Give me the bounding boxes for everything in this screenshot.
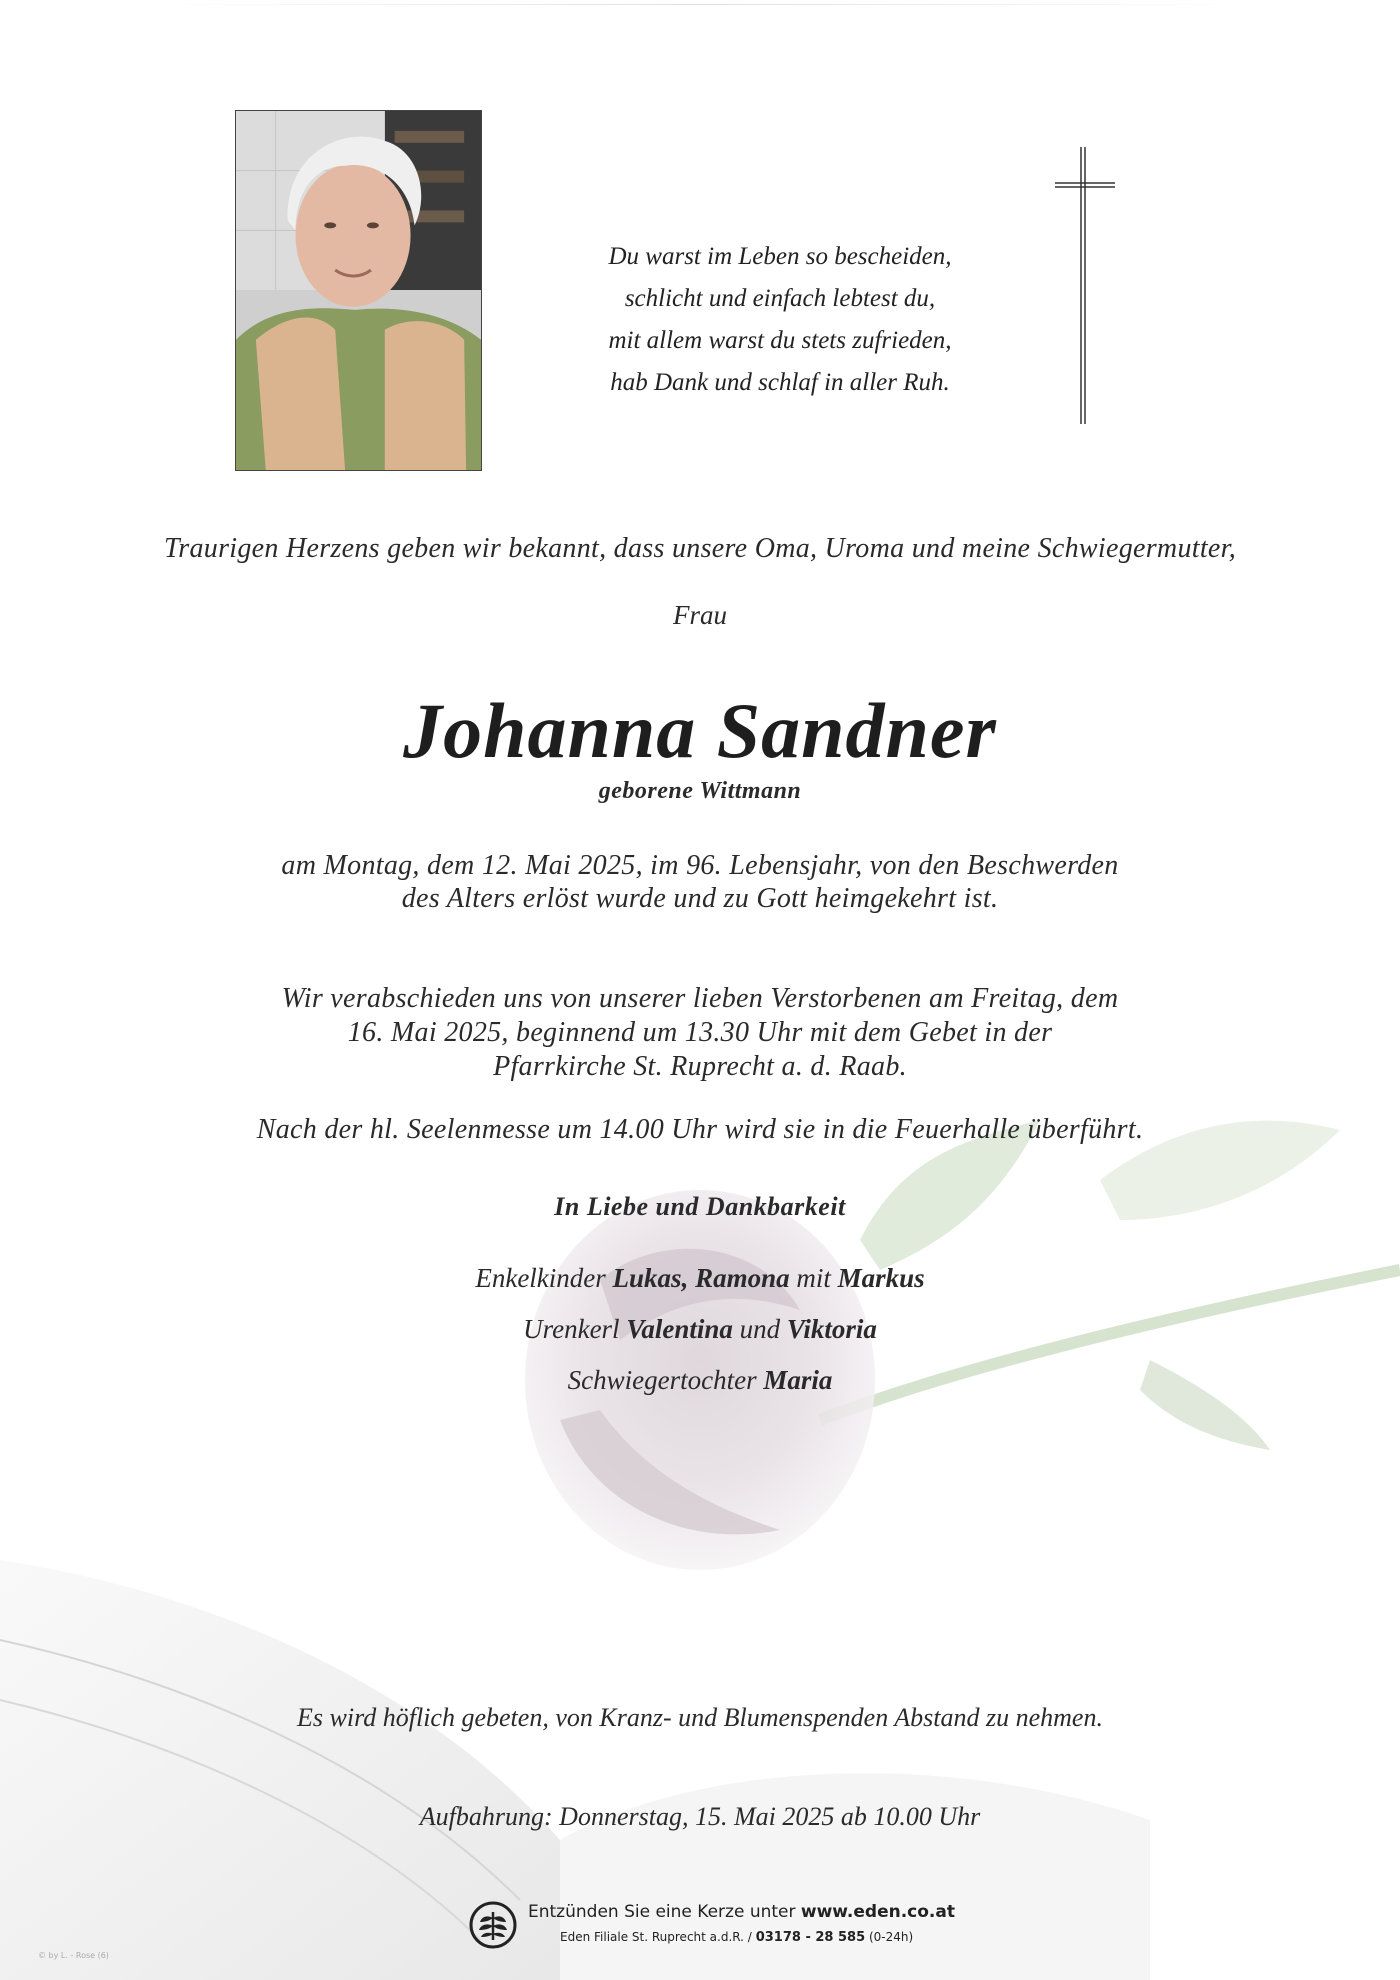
farewell-details [0, 982, 1400, 1084]
daughter-in-law-line [0, 1355, 1400, 1406]
cross-icon [1050, 147, 1120, 424]
death-announcement [0, 849, 1400, 915]
top-divider [140, 4, 1260, 5]
branch-line [560, 1930, 913, 1945]
flower-request: Es wird höflich gebeten, von Kranz- und Blumenspenden Abstand zu nehmen. [297, 1703, 1103, 1732]
great-grandchildren-line [0, 1304, 1400, 1355]
great-grandchild-name: Viktoria [786, 1314, 877, 1344]
deceased-name: Johanna Sandner [403, 687, 997, 774]
farewell-line: Pfarrkirche St. Ruprecht a. d. Raab. [493, 1051, 907, 1082]
rose-book-background [0, 1120, 1400, 1980]
mourners-list [0, 1253, 1400, 1406]
phone-hours: (0-24h) [868, 1930, 914, 1944]
grandchildren-with: mit [796, 1263, 831, 1293]
great-grandchildren-label: Urenkerl [523, 1314, 620, 1344]
maiden-name: geborene Wittmann [598, 778, 802, 804]
grandchildren-partner: Markus [837, 1263, 925, 1293]
transfer-note: Nach der hl. Seelenmesse um 14.00 Uhr wird sie in die Feuerhalle überführt. [256, 1114, 1144, 1145]
salutation: Frau [673, 600, 727, 630]
candle-line [528, 1902, 955, 1922]
daughter-in-law-label: Schwiegertochter [567, 1365, 757, 1395]
poem-line: Du warst im Leben so bescheiden, [608, 243, 952, 270]
grandchildren-names: Lukas, Ramona [612, 1263, 790, 1293]
great-grandchildren-and: und [739, 1314, 781, 1344]
website-link[interactable]: www.eden.co.at [800, 1902, 955, 1922]
poem-line: schlicht und einfach lebtest du, [624, 285, 936, 312]
branch-name: Eden Filiale St. Ruprecht a.d.R. / [560, 1930, 752, 1944]
poem-line: hab Dank und schlaf in aller Ruh. [610, 369, 950, 396]
farewell-line: Wir verabschieden uns von unserer lieben Verstorbenen am Freitag, dem [281, 983, 1119, 1014]
grandchildren-line [0, 1253, 1400, 1304]
image-copyright: © by L. - Rose (6) [38, 1951, 109, 1960]
poem-line: mit allem warst du stets zufrieden, [608, 327, 952, 354]
memorial-poem [560, 236, 1000, 404]
death-line: des Alters erlöst wurde und zu Gott heimgekehrt ist. [401, 883, 999, 914]
eden-logo-icon [468, 1900, 518, 1950]
death-line: am Montag, dem 12. Mai 2025, im 96. Lebensjahr, von den Beschwerden [281, 850, 1119, 881]
candle-text: Entzünden Sie eine Kerze unter [528, 1902, 796, 1922]
portrait-photo [235, 110, 482, 471]
funeral-home-footer [468, 1898, 988, 1958]
farewell-line: 16. Mai 2025, beginnend um 13.30 Uhr mit dem Gebet in der [347, 1017, 1053, 1048]
grandchildren-label: Enkelkinder [475, 1263, 606, 1293]
great-grandchild-name: Valentina [626, 1314, 733, 1344]
mourners-heading: In Liebe und Dankbarkeit [554, 1192, 846, 1221]
viewing-info: Aufbahrung: Donnerstag, 15. Mai 2025 ab 10.00 Uhr [419, 1802, 981, 1831]
announcement-intro: Traurigen Herzens geben wir bekannt, dass unsere Oma, Uroma und meine Schwiegermutter, [163, 533, 1237, 564]
daughter-in-law-name: Maria [763, 1365, 833, 1395]
phone-number: 03178 - 28 585 [755, 1930, 866, 1945]
